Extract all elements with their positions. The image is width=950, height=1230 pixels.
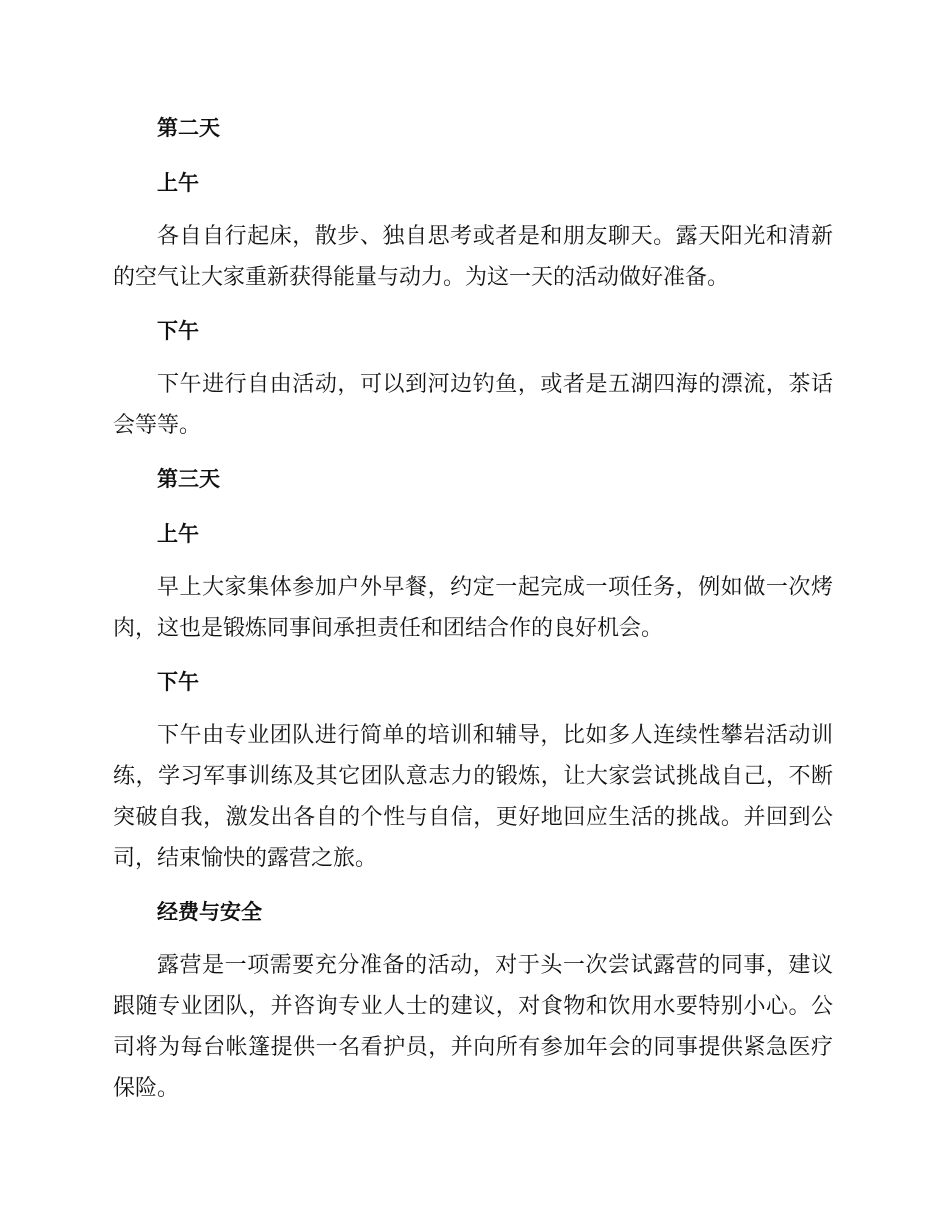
day2-afternoon-paragraph: 下午进行自由活动，可以到河边钓鱼，或者是五湖四海的漂流，茶话会等等。 xyxy=(113,372,833,438)
day2-afternoon-heading: 下午 xyxy=(157,319,199,343)
day2-heading: 第二天 xyxy=(157,116,220,140)
day2-morning-heading: 上午 xyxy=(157,171,199,195)
budget-safety-heading: 经费与安全 xyxy=(157,900,262,924)
document-body xyxy=(113,106,833,1109)
day3-morning-heading: 上午 xyxy=(157,522,199,546)
day2-morning-paragraph: 各自自行起床，散步、独自思考或者是和朋友聊天。露天阳光和清新的空气让大家重新获得能量与动力。为这一天的活动做好准备。 xyxy=(113,224,833,290)
day3-afternoon-paragraph: 下午由专业团队进行简单的培训和辅导，比如多人连续性攀岩活动训练，学习军事训练及其它团队意志力的锻炼，让大家尝试挑战自己，不断突破自我，激发出各自的个性与自信，更好地回应生活的挑战。并回到公司，结束愉快的露营之旅。 xyxy=(113,723,833,871)
day3-heading: 第三天 xyxy=(157,467,220,491)
budget-safety-paragraph: 露营是一项需要充分准备的活动，对于头一次尝试露营的同事，建议跟随专业团队，并咨询专业人士的建议，对食物和饮用水要特别小心。公司将为每台帐篷提供一名看护员，并向所有参加年会的同事提供紧急医疗保险。 xyxy=(113,953,833,1101)
day3-morning-paragraph: 早上大家集体参加户外早餐，约定一起完成一项任务，例如做一次烤肉，这也是锻炼同事间承担责任和团结合作的良好机会。 xyxy=(113,575,833,641)
day3-afternoon-heading: 下午 xyxy=(157,670,199,694)
